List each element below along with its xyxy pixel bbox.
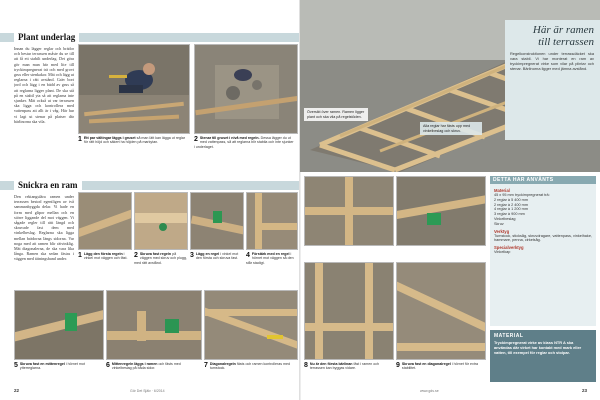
step-4-text: i hörnet mot väggen så den står stadigt. (246, 252, 294, 265)
headline-line-2: till terrassen (538, 36, 594, 48)
callout-1: Översikt över ramen. Ramen ligger plant och ska vila på regelstöden. (304, 108, 368, 121)
page-number-left: 22 (14, 388, 20, 393)
step-5-text: i hörnet mot ytterreglarna. (19, 362, 85, 371)
photo-step-8 (304, 262, 394, 360)
sidebar-content (494, 186, 592, 255)
step-9-text: i hörnet för extra stabilitet. (401, 362, 479, 371)
step-9-title: Skruva fast en diagonalregel (401, 362, 451, 366)
step-8-text: fäst i ramen och terrassen kan byggas vidare. (309, 362, 380, 371)
callout-2: Alla reglar har fästs upp med vinkelbeslag och skruv. (420, 122, 482, 135)
caption-2: 2 Stenar till gruset i nivå med regeln. Dessa lägger du ut med vattenpass, så att reglarna blir stabila och inte sjunker i underlaget. (194, 136, 294, 149)
sidebar-item: 45 x 95 mm tryckimpregnerat trä: (494, 193, 550, 197)
sidebar-item: Skruv (494, 221, 504, 226)
sidebar-heading-tools: Verktyg (494, 228, 510, 234)
material-info-box (490, 330, 596, 382)
caption-1: 1 Ett par vältingar läggs i gruset så man lätt kan lägga ut reglar för rätt höjd och säkert ha höjden på markytan. (78, 136, 185, 145)
sidebar-item: Vinkelbeslag (494, 216, 516, 221)
sidebar-heading-special: Specialverktyg (494, 245, 524, 251)
photo-step-1 (78, 192, 132, 250)
step-2-caption: 2 Skruva fast regeln på väggen med skruv och plugg, med rätt avstånd. (134, 252, 187, 265)
step-6-title: Mittenregeln läggs i ramen (111, 362, 158, 366)
step-6-text: och fästs med vinkelbeslag på båda sidor. (111, 362, 181, 371)
step-7-title: Diagonalregeln (209, 362, 236, 366)
page-number-right: 23 (582, 388, 588, 393)
step-3-caption: 3 Lägg en regel i vinkel mot den första och skruva fast. (190, 252, 239, 261)
sidebar-tools: Tumstock, sticksåg, skruvdragare, vattenpass, vinkelhake, hammare, penna, cirkelsåg. (494, 233, 592, 243)
photo-step-9 (396, 262, 486, 360)
caption-1-text: så man lätt kan lägga ut reglar för rätt höjd och säkert ha höjden på markytan. (83, 136, 185, 145)
step-5-caption: 5 Skruva fast en mittenregel i hörnet mot ytterreglarna. (14, 362, 85, 371)
step-9-caption: 9 Skruva fast en diagonalregel i hörnet för extra stabilitet. (396, 362, 479, 371)
caption-1-title: Ett par vältingar läggs i gruset (83, 136, 136, 140)
plant-heading: Plant underlag (14, 31, 79, 43)
deck-text: Regelkonstruktionen under terrassdäcket ska vara stabil. Vi har monterat en ram av tryckimpregnerat virke som vilar på plintar och stenar. Bärlinorna ligger med jämna avstånd. (510, 51, 594, 71)
step-3-text: i vinkel mot den första och skruva fast. (195, 252, 239, 261)
photo-step-8a (304, 176, 394, 246)
step-8-title: Nu är den första bärlinan (309, 362, 353, 366)
sidebar-item: 4 reglar à 1 200 mm (494, 207, 528, 212)
step-2-text: på väggen med skruv och plugg, med rätt avstånd. (134, 252, 187, 265)
snickra-heading: Snickra en ram (14, 179, 82, 191)
step-1-caption: 1 Lägg den första regeln i vinkel mot väggen och fäst. (78, 252, 128, 261)
headline-line-1: Här är ramen (532, 24, 594, 36)
sidebar-item: 2 reglar à 2 400 mm (494, 202, 528, 207)
sidebar-special: Vinkelkap (494, 250, 511, 255)
sidebar-item: 2 reglar à 5 400 mm (494, 197, 528, 202)
photo-leveling (78, 44, 190, 134)
right-page (300, 0, 600, 400)
footer-right: www.gds.se (420, 389, 439, 393)
material-text: Tryckimpregnerat virke av klass NTR A ska användas där virket har kontakt med mark eller vatten, till exempel för reglar och stolpar. (494, 340, 582, 355)
sidebar-heading-material: Material (494, 188, 510, 193)
sidebar-title: DETTA HAR ANVÄNTS (490, 176, 596, 184)
caption-2-text: Dessa lägger du ut med vattenpass, så att reglarna blir stabila och inte sjunker i underlaget. (194, 136, 294, 149)
photo-step-7 (204, 290, 298, 360)
photo-step-3 (190, 192, 244, 250)
step-2-title: Skruva fast regeln (139, 252, 172, 256)
step-1-title: Lägg den första regeln (83, 252, 123, 256)
materials-sidebar (490, 176, 596, 326)
footer-left: Gör Det Själv · 6/2014 (130, 389, 165, 393)
photo-step-8b (396, 176, 486, 246)
step-8-caption: 8 Nu är den första bärlinan fäst i ramen och terrassen kan byggas vidare. (304, 362, 380, 371)
step-1-text: i vinkel mot väggen och fäst. (83, 252, 128, 261)
photo-gravel (194, 44, 298, 134)
plant-body-text: Innan du lägger reglar och brädor och bestar terrassen måste du se till att få ett stabilt underlag. Det göra gör man man här med lite till tryckimpregnerat trä och med grovt grus eller stenkakor. Mät och lägg ut reglarna i rätt avstånd. Gräv bort jord och lägg i en bädd av grus så att reglarna ligger plant. De ska stå på en stabil yta så att reglarna inte sjunker. Mät också ut var terrassen ska ligga och kontrollera med vattenpass att allt är i våg. Här har vi lagt ut stenar på platser där bärlinorna ska vila. (14, 46, 74, 124)
step-5-title: Skruva fast en mittenregel (19, 362, 65, 366)
headline (508, 24, 594, 48)
material-title: MATERIAL (494, 333, 524, 339)
photo-step-2 (134, 192, 188, 250)
step-4-title: Förstärk med en regel (251, 252, 290, 256)
caption-2-title: Stenar till gruset i nivå med regeln. (199, 136, 260, 140)
step-3-title: Lägg en regel (195, 252, 220, 256)
sidebar-item: 3 reglar à 900 mm (494, 212, 525, 217)
photo-step-4 (246, 192, 298, 250)
snickra-body-text: Den rektangulära ramen under terrassen bestod egentligen av två sammanbyggda delar. Vi hade en form med glipor mellan och en större liggande del mot väggen. Vi sågade regler till rätt längd och skruvade fast dem med vinkelbeslag. Reglarna ska ligga mellan brädorna längs sidorna. Var noga med att ramen blir rätvinklig. Mät diagonalerna, de ska vara lika långa. Ramen ska sedan fästas i väggen med tätningsband under. (14, 194, 74, 262)
step-7-text: fästs och ramen kontrolleras med tumstock. (209, 362, 291, 371)
photo-step-6 (106, 290, 202, 360)
photo-step-5 (14, 290, 104, 360)
step-7-caption: 7 Diagonalregeln fästs och ramen kontrolleras med tumstock. (204, 362, 291, 371)
step-6-caption: 6 Mittenregeln läggs i ramen och fästs med vinkelbeslag på båda sidor. (106, 362, 181, 371)
step-4-caption: 4 Förstärk med en regel i hörnet mot väggen så den står stadigt. (246, 252, 294, 265)
